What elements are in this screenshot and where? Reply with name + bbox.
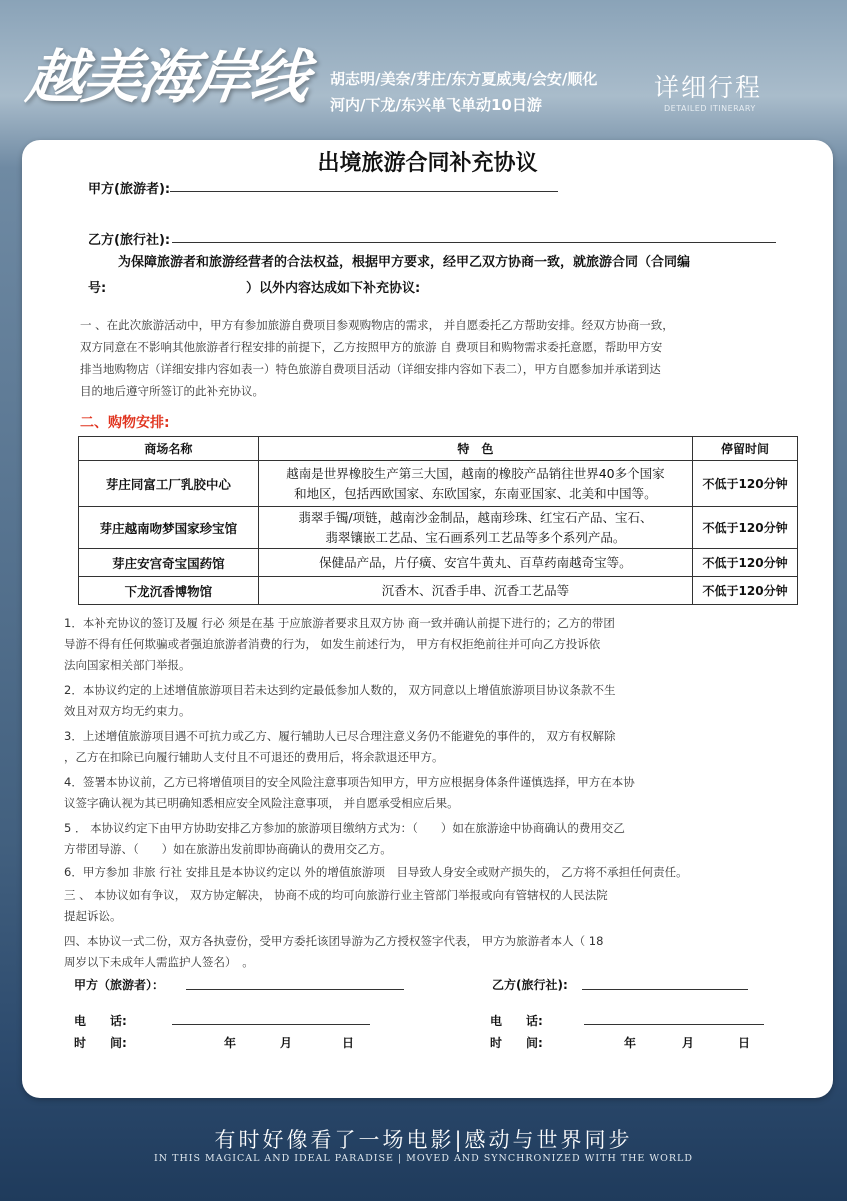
term-line: 1．本补充协议的签订及履 行必 须是在基 于应旅游者要求且双方协 商一致并确认前提下进行的；乙方的带团	[64, 616, 615, 630]
time-b-label: 时 间:	[490, 1036, 543, 1050]
agreement-paper	[22, 140, 833, 1098]
table-row	[79, 461, 798, 507]
term-line: 三 、 本协议如有争议， 双方协定解决， 协商不成的均可向旅游行业主管部门举报或向有管辖权的人民法院	[64, 888, 608, 902]
clause-one-line: 一 、在此次旅游活动中，甲方有参加旅游自费项目参观购物店的需求， 并自愿委托乙方帮助安排。经双方协商一致，	[80, 318, 674, 332]
time-a-year: 年	[224, 1036, 237, 1050]
page-title: 出境旅游合同补充协议	[317, 151, 538, 176]
signature-party-b-line	[582, 989, 748, 990]
term-item	[64, 613, 824, 676]
detail-title: 详细行程	[654, 73, 763, 102]
term-item	[64, 726, 824, 768]
phone-a-line	[172, 1024, 370, 1025]
term-line: 4．签署本协议前，乙方已将增值项目的安全风险注意事项告知甲方，甲方应根据身体条件谨慎选择，甲方在本协	[64, 775, 635, 789]
feature-line: 保健品产品，片仔癀、安宫牛黄丸、百草药南越奇宝等。	[319, 554, 632, 570]
feature-line: 翡翠手镯/项链，越南沙金制品，越南珍珠、红宝石产品、宝石、	[298, 509, 653, 525]
table-row	[79, 577, 798, 605]
term-line: ，乙方在扣除已向履行辅助人支付且不可退还的费用后，将余款退还甲方。	[64, 750, 444, 764]
time-a-month: 月	[280, 1036, 293, 1050]
signature-party-b-label: 乙方(旅行社):	[492, 978, 568, 992]
term-item	[64, 862, 824, 883]
party-a-label: 甲方(旅游者):	[88, 182, 171, 197]
clause-one-line: 排当地购物店（详细安排内容如表一）特色旅游自费项目活动（详细安排内容如下表二），甲方自愿参加并承诺到达	[80, 362, 661, 376]
shop-name: 下龙沉香博物馆	[79, 577, 259, 605]
clause-one	[80, 314, 820, 402]
term-item	[64, 931, 824, 973]
shop-name: 芽庄安宫奇宝国药馆	[79, 549, 259, 577]
stay-time: 不低于120分钟	[693, 549, 798, 577]
phone-b-line	[584, 1024, 764, 1025]
shop-feature	[258, 577, 692, 605]
route-line-2: 河内/下龙/东兴单飞单动10日游	[330, 96, 542, 114]
footer-slogan-english: IN THIS MAGICAL AND IDEAL PARADISE | MOVED AND SYNCHRONIZED WITH THE WORLD	[154, 1153, 693, 1164]
intro-line-2-suffix: ）以外内容达成如下补充协议:	[246, 281, 421, 296]
term-line: 2．本协议约定的上述增值旅游项目若未达到约定最低参加人数的， 双方同意以上增值旅游项目协议条款不生	[64, 683, 616, 697]
term-line: 导游不得有任何欺骗或者强迫旅游者消费的行为， 如发生前述行为， 甲方有权拒绝前往并可向乙方投诉依	[64, 637, 601, 651]
time-a-label: 时 间:	[74, 1036, 127, 1050]
time-b-day: 日	[738, 1036, 751, 1050]
detail-subtitle: DETAILED ITINERARY	[664, 104, 756, 113]
feature-line: 和地区，包括西欧国家、东欧国家，东南亚国家、北美和中国等。	[294, 485, 657, 501]
feature-line: 越南是世界橡胶生产第三大国，越南的橡胶产品销往世界40多个国家	[286, 465, 665, 481]
term-line: 3．上述增值旅游项目遇不可抗力或乙方、履行辅助人已尽合理注意义务仍不能避免的事件的， 双方有权解除	[64, 729, 616, 743]
shop-name: 芽庄同富工厂乳胶中心	[79, 461, 259, 507]
stay-time: 不低于120分钟	[693, 507, 798, 549]
table-header: 特 色	[258, 437, 692, 461]
time-b-month: 月	[682, 1036, 695, 1050]
term-line: 5 ． 本协议约定下由甲方协助安排乙方参加的旅游项目缴纳方式为：（ ）如在旅游途中协商确认的费用交乙	[64, 821, 625, 835]
signature-party-a-line	[186, 989, 404, 990]
terms-list	[64, 613, 824, 973]
term-item	[64, 772, 824, 814]
footer-slogan: 有时好像看了一场电影|感动与世界同步	[214, 1128, 633, 1152]
intro-line-2-prefix: 号:	[88, 281, 107, 296]
term-line: 法向国家相关部门举报。	[64, 658, 191, 672]
shop-feature	[258, 461, 692, 507]
term-item	[64, 818, 824, 860]
party-b-line	[172, 242, 776, 243]
table-header: 商场名称	[79, 437, 259, 461]
feature-line: 沉香木、沉香手串、沉香工艺品等	[381, 582, 570, 598]
time-a-day: 日	[342, 1036, 355, 1050]
term-line: 议签字确认视为其已明确知悉相应安全风险注意事项， 并自愿承受相应后果。	[64, 796, 459, 810]
section-shopping-title: 二、购物安排:	[80, 415, 170, 431]
stay-time: 不低于120分钟	[693, 577, 798, 605]
header-banner	[0, 0, 847, 140]
shop-feature	[258, 549, 692, 577]
term-line: 提起诉讼。	[64, 909, 122, 923]
intro-line-1: 为保障旅游者和旅游经营者的合法权益，根据甲方要求，经甲乙双方协商一致，就旅游合同（合同编	[118, 255, 691, 270]
party-a-line	[170, 191, 558, 192]
table-row	[79, 507, 798, 549]
signature-party-a-label: 甲方（旅游者）：	[74, 978, 165, 992]
route-line-1: 胡志明/美奈/芽庄/东方夏威夷/会安/顺化	[330, 70, 598, 88]
table-header-row	[79, 437, 798, 461]
table-row	[79, 549, 798, 577]
term-item	[64, 680, 824, 722]
time-b-year: 年	[624, 1036, 637, 1050]
brand-logo: 越美海岸线	[22, 43, 313, 111]
term-line: 效且对双方均无约束力。	[64, 704, 191, 718]
shop-name: 芽庄越南吻梦国家珍宝馆	[79, 507, 259, 549]
term-line: 方带团导游、（ ）如在旅游出发前即协商确认的费用交乙方。	[64, 842, 392, 856]
table-header: 停留时间	[693, 437, 798, 461]
stay-time: 不低于120分钟	[693, 461, 798, 507]
shop-feature	[258, 507, 692, 549]
route-description	[330, 66, 597, 118]
clause-one-line: 双方同意在不影响其他旅游者行程安排的前提下，乙方按照甲方的旅游 自 费项目和购物需求委托意愿，帮助甲方安	[80, 340, 663, 354]
shopping-table	[78, 436, 798, 605]
phone-b-label: 电 话:	[490, 1014, 543, 1028]
term-item	[64, 885, 824, 927]
term-line: 周岁以下未成年人需监护人签名） 。	[64, 955, 254, 969]
feature-line: 翡翠镶嵌工艺品、宝石画系列工艺品等多个系列产品。	[325, 529, 626, 545]
term-line: 6．甲方参加 非旅 行社 安排且是本协议约定以 外的增值旅游项 目导致人身安全或财产损失的， 乙方将不承担任何责任。	[64, 865, 688, 879]
phone-a-label: 电 话:	[74, 1014, 127, 1028]
party-b-label: 乙方(旅行社):	[88, 233, 171, 248]
clause-one-line: 目的地后遵守所签订的此补充协议。	[80, 384, 264, 398]
term-line: 四、本协议一式二份，双方各执壹份，受甲方委托该团导游为乙方授权签字代表， 甲方为旅游者本人（ 18	[64, 934, 604, 948]
